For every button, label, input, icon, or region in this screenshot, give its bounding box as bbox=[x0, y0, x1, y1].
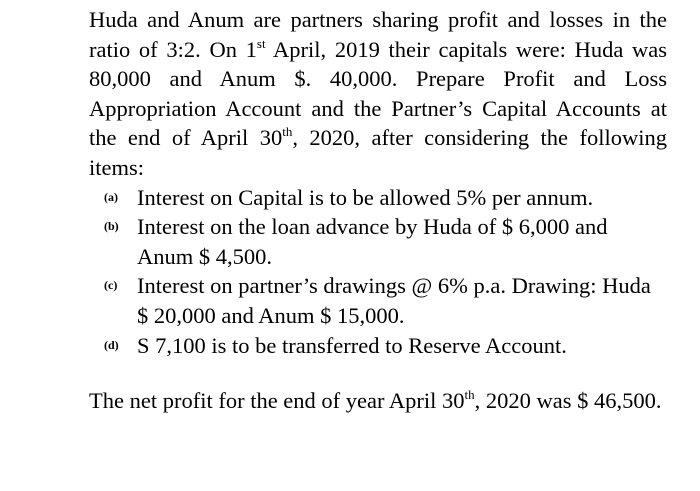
item-marker-a: (a) bbox=[104, 189, 118, 204]
footer-superscript: th bbox=[464, 387, 475, 403]
footer-text-1: The net profit for the end of year April 30 bbox=[89, 388, 465, 414]
item-text-c: Interest on partner’s drawings @ 6% p.a. Drawing: Huda $ 20,000 and Anum $ 15,000. bbox=[137, 273, 651, 328]
intro-paragraph bbox=[89, 5, 667, 183]
intro-text-1: Huda and Anum are partners sharing profit and losses in the ratio of 3:2. On 1 bbox=[89, 7, 667, 62]
problem-statement bbox=[89, 5, 667, 416]
intro-text-2: April, 2019 their capitals were: Huda was 80,000 and Anum $. 40,000. Prepare Profit and Loss Appropriation Account and the Partner’s Capital Accounts at the end of April 30 bbox=[89, 36, 667, 151]
items-list bbox=[89, 183, 667, 361]
item-marker-b: (b) bbox=[104, 219, 119, 234]
intro-superscript-1: st bbox=[256, 35, 266, 51]
item-text-a: Interest on Capital is to be allowed 5% per annum. bbox=[137, 184, 594, 210]
item-text-b: Interest on the loan advance by Huda of $ 6,000 and Anum $ 4,500. bbox=[137, 214, 608, 269]
list-item-c bbox=[104, 271, 667, 330]
item-text-d: S 7,100 is to be transferred to Reserve Account. bbox=[137, 332, 567, 358]
list-item-b bbox=[104, 212, 667, 271]
item-marker-d: (d) bbox=[104, 337, 119, 352]
intro-text-3: , 2020, after considering the following items: bbox=[89, 125, 667, 180]
list-item-a bbox=[104, 183, 667, 213]
list-item-d bbox=[104, 331, 667, 361]
item-marker-c: (c) bbox=[104, 278, 118, 293]
intro-superscript-2: th bbox=[282, 124, 293, 140]
footer-text-2: , 2020 was $ 46,500. bbox=[474, 388, 662, 414]
net-profit-paragraph bbox=[89, 386, 667, 416]
